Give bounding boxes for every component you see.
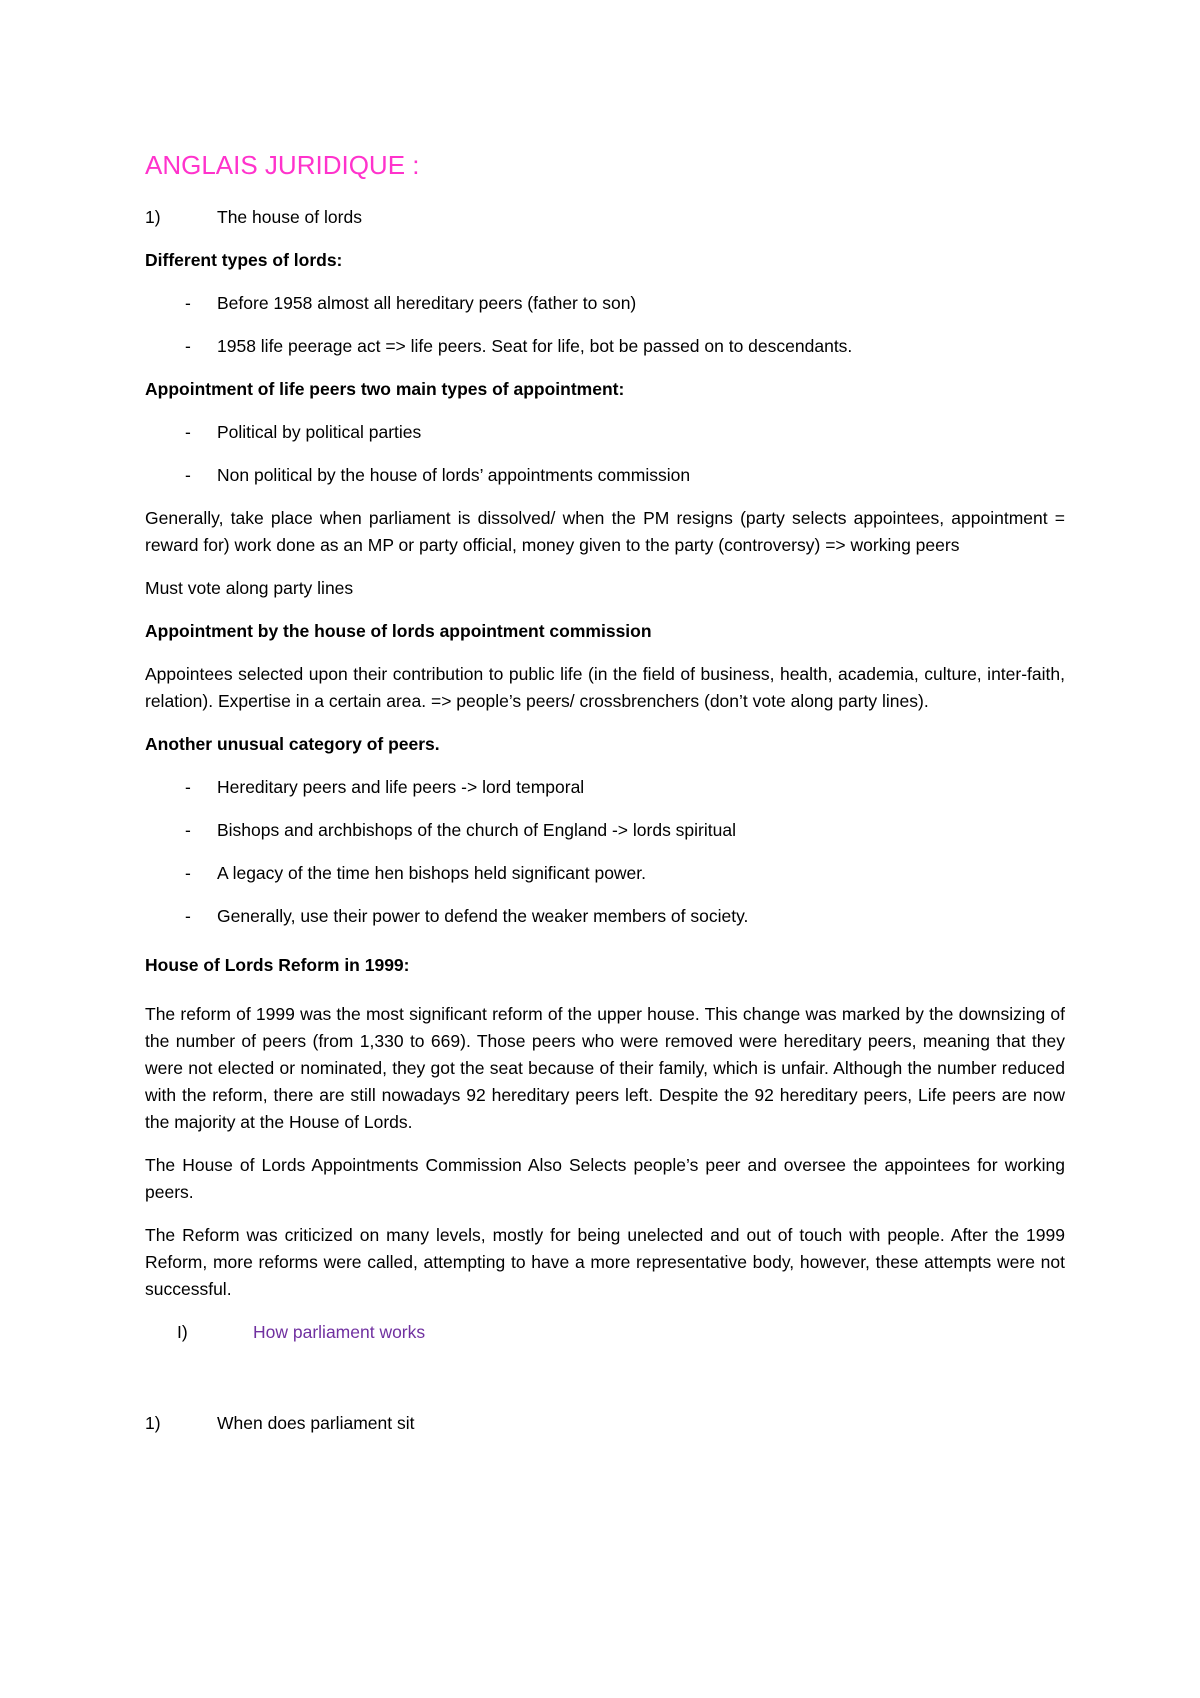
dash-bullet: - <box>185 465 191 485</box>
section-label: The house of lords <box>217 207 362 227</box>
heading-types-of-lords: Different types of lords: <box>145 250 343 270</box>
section-number: 1) <box>145 1413 161 1433</box>
section-label: When does parliament sit <box>217 1413 415 1433</box>
section-label: How parliament works <box>253 1322 426 1342</box>
section-house-of-lords <box>145 204 1065 231</box>
section-when-parliament-sits <box>145 1410 1065 1437</box>
list-item <box>145 860 1065 887</box>
bullet-text: Before 1958 almost all hereditary peers (father to son) <box>217 293 637 313</box>
list-item <box>145 774 1065 801</box>
paragraph-generally: Generally, take place when parliament is dissolved/ when the PM resigns (party selects appointees, appointment = reward for) work done as an MP or party official, money given to the party (controversy) => working peers <box>145 508 1065 555</box>
bullet-text: Hereditary peers and life peers -> lord temporal <box>217 777 585 797</box>
dash-bullet: - <box>185 293 191 313</box>
paragraph-reform-1: The reform of 1999 was the most significant reform of the upper house. This change was marked by the downsizing of the number of peers (from 1,330 to 669). Those peers who were removed were hereditary peers, meaning that they were not elected or nominated, they got the seat because of their family, which is unfair. Although the number reduced with the reform, there are still nowadays 92 hereditary peers left. Despite the 92 hereditary peers, Life peers are now the majority at the House of Lords. <box>145 1004 1065 1132</box>
list-item <box>145 419 1065 446</box>
bullet-text: 1958 life peerage act => life peers. Seat for life, bot be passed on to descendants. <box>217 336 853 356</box>
heading-appointment-commission: Appointment by the house of lords appointment commission <box>145 621 652 641</box>
paragraph-reform-2: The House of Lords Appointments Commission Also Selects people’s peer and oversee the appointees for working peers. <box>145 1155 1065 1202</box>
list-item <box>145 462 1065 489</box>
heading-reform-1999: House of Lords Reform in 1999: <box>145 955 410 975</box>
dash-bullet: - <box>185 906 191 926</box>
bullet-text: Non political by the house of lords’ appointments commission <box>217 465 691 485</box>
dash-bullet: - <box>185 820 191 840</box>
dash-bullet: - <box>185 422 191 442</box>
paragraph-vote-party-lines: Must vote along party lines <box>145 578 354 598</box>
list-item <box>145 290 1065 317</box>
paragraph-appointees: Appointees selected upon their contribution to public life (in the field of business, health, academia, culture, inter-faith, relation). Expertise in a certain area. => people’s peers/ crossbrenchers (don’t vote along party lines). <box>145 664 1065 711</box>
bullet-text: Bishops and archbishops of the church of England -> lords spiritual <box>217 820 736 840</box>
heading-unusual-category: Another unusual category of peers. <box>145 734 440 754</box>
bullet-text: Political by political parties <box>217 422 422 442</box>
document-body <box>145 148 1065 1453</box>
document-title: ANGLAIS JURIDIQUE : <box>145 150 420 180</box>
heading-appointment-life-peers: Appointment of life peers two main types of appointment: <box>145 379 625 399</box>
section-number: 1) <box>145 207 161 227</box>
list-item <box>145 817 1065 844</box>
dash-bullet: - <box>185 777 191 797</box>
bullet-text: A legacy of the time hen bishops held significant power. <box>217 863 647 883</box>
appointment-bullet-list <box>145 419 1065 489</box>
dash-bullet: - <box>185 863 191 883</box>
unusual-bullet-list <box>145 774 1065 930</box>
list-item <box>145 333 1065 360</box>
section-how-parliament-works <box>145 1319 1065 1346</box>
types-bullet-list <box>145 290 1065 360</box>
paragraph-reform-3: The Reform was criticized on many levels, mostly for being unelected and out of touch with people. After the 1999 Reform, more reforms were called, attempting to have a more representative body, however, these attempts were not successful. <box>145 1225 1065 1299</box>
bullet-text: Generally, use their power to defend the weaker members of society. <box>217 906 749 926</box>
list-item <box>145 903 1065 930</box>
dash-bullet: - <box>185 336 191 356</box>
section-number: I) <box>177 1322 188 1342</box>
